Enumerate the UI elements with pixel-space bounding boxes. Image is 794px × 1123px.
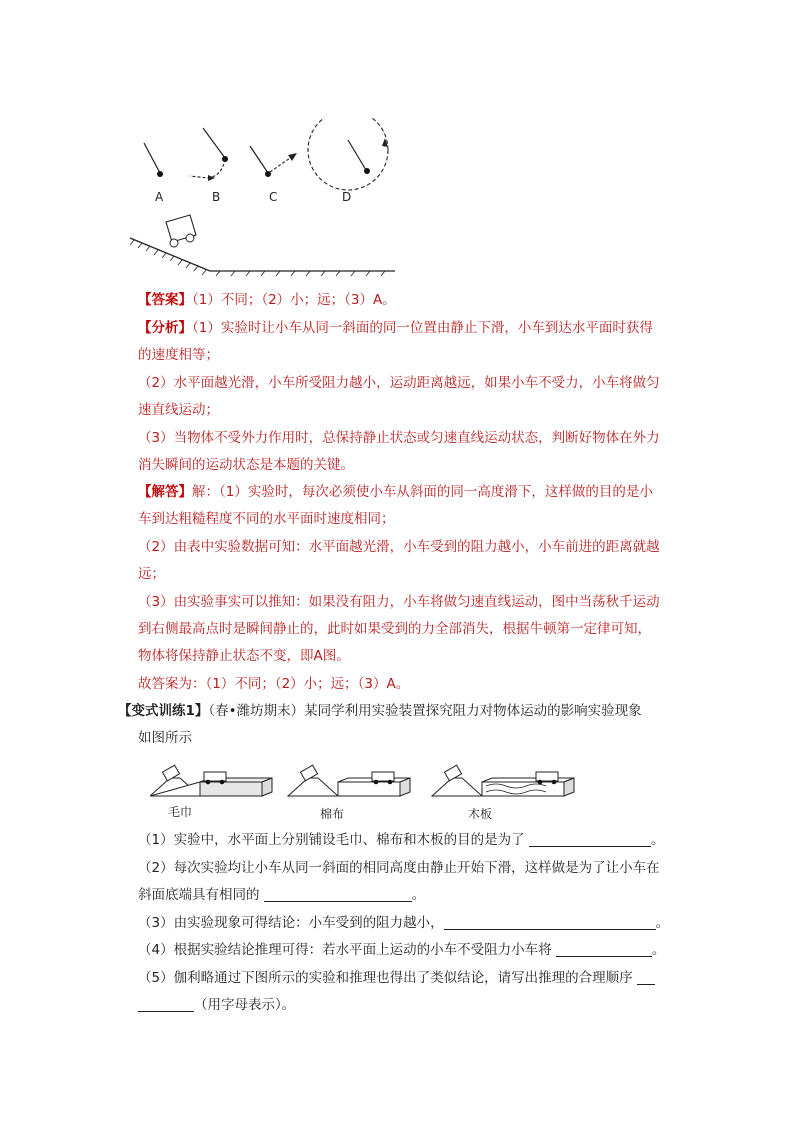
question-2-line-2	[138, 885, 678, 905]
label-a: A	[155, 190, 164, 204]
analysis-tag: 【分析】	[138, 320, 192, 336]
cart-on-slope	[166, 215, 196, 247]
exercise-intro-text: （春•潍坊期末）某同学利用实验装置探究阻力对物体运动的影响实验现象	[208, 703, 642, 719]
surface-label-wood: 木板	[468, 807, 493, 821]
question-5-tail: （用字母表示）。	[194, 997, 296, 1013]
solution-line-4: 远；	[138, 566, 165, 582]
solution-line-8: 故答案为：（1）不同；（2）小；远；（3）A。	[138, 676, 410, 692]
surface-cotton	[288, 765, 410, 796]
solution-text: 解：（1）实验时，每次必须使小车从斜面的同一高度滑下，这样做的目的是小	[192, 484, 653, 500]
answer-blank-5a[interactable]	[637, 970, 655, 985]
question-5-text: （5）伽利略通过下图所示的实验和推理也得出了类似结论，请写出推理的合理顺序	[138, 970, 633, 986]
question-4	[138, 940, 678, 960]
answer-blank-4[interactable]	[556, 942, 652, 957]
question-2-line-1: （2）每次实验均让小车从同一斜面的相同高度由静止开始下滑，这样做是为了让小车在	[138, 860, 660, 876]
answer-line	[138, 290, 678, 310]
question-5-line-2	[138, 995, 678, 1015]
exercise-tag: 【变式训练1】	[118, 703, 209, 719]
analysis-line-2: 的速度相等；	[138, 347, 219, 363]
answer-blank-1[interactable]	[529, 832, 651, 847]
analysis-line-3: （2）水平面越光滑，小车所受阻力越小，运动距离越远，如果小车不受力，小车将做匀	[138, 375, 660, 391]
question-2-end: 。	[411, 887, 426, 903]
solution-line-6: 到右侧最高点时是瞬间静止的，此时如果受到的力全部消失，根据牛顿第一定律可知，	[138, 621, 651, 637]
question-2-text: 斜面底端具有相同的	[138, 887, 260, 903]
pendulum-figure	[130, 118, 410, 283]
label-b: B	[212, 190, 221, 204]
surface-wood	[432, 765, 574, 796]
question-4-end: 。	[651, 942, 666, 958]
question-1-end: 。	[650, 832, 665, 848]
surfaces-figure	[150, 756, 590, 822]
solution-line-1	[138, 482, 678, 502]
question-5-line-1	[138, 968, 678, 988]
analysis-text: （1）实验时让小车从同一斜面的同一位置由静止下滑，小车到达水平面时获得	[192, 320, 653, 336]
surface-label-towel: 毛巾	[168, 805, 193, 819]
question-3	[138, 913, 678, 933]
answer-blank-2[interactable]	[264, 887, 412, 902]
answer-text: （1）不同；（2）小；远；（3）A。	[192, 292, 396, 308]
question-3-end: 。	[655, 915, 670, 931]
surface-towel	[150, 765, 272, 796]
solution-line-2: 车到达粗糙程度不同的水平面时速度相同；	[138, 511, 395, 527]
surface-label-cotton: 棉布	[320, 807, 345, 821]
question-1-text: （1）实验中，水平面上分别铺设毛巾、棉布和木板的目的是为了	[138, 832, 525, 848]
answer-blank-5b[interactable]	[138, 997, 194, 1012]
question-1	[138, 830, 678, 850]
exercise-intro-line-2: 如图所示	[138, 730, 192, 746]
analysis-line-5: （3）当物体不受外力作用时，总保持静止状态或匀速直线运动状态，判断好物体在外力	[138, 430, 660, 446]
solution-line-7: 物体将保持静止状态不变，即A图。	[138, 648, 350, 664]
question-3-text: （3）由实验现象可得结论：小车受到的阻力越小，	[138, 915, 444, 931]
exercise-intro-line-1	[118, 701, 678, 721]
question-4-text: （4）根据实验结论推理可得：若水平面上运动的小车不受阻力小车将	[138, 942, 552, 958]
answer-tag: 【答案】	[138, 292, 192, 308]
analysis-line-6: 消失瞬间的运动状态是本题的关键。	[138, 457, 354, 473]
answer-blank-3[interactable]	[444, 915, 656, 930]
analysis-line-1	[138, 318, 678, 338]
analysis-line-4: 速直线运动；	[138, 402, 219, 418]
solution-line-3: （2）由表中实验数据可知：水平面越光滑，小车受到的阻力越小，小车前进的距离就越	[138, 539, 660, 555]
solution-tag: 【解答】	[138, 484, 192, 500]
label-c: C	[269, 190, 278, 204]
solution-line-5: （3）由实验事实可以推知：如果没有阻力，小车将做匀速直线运动，图中当荡秋千运动	[138, 594, 660, 610]
label-d: D	[342, 190, 352, 204]
